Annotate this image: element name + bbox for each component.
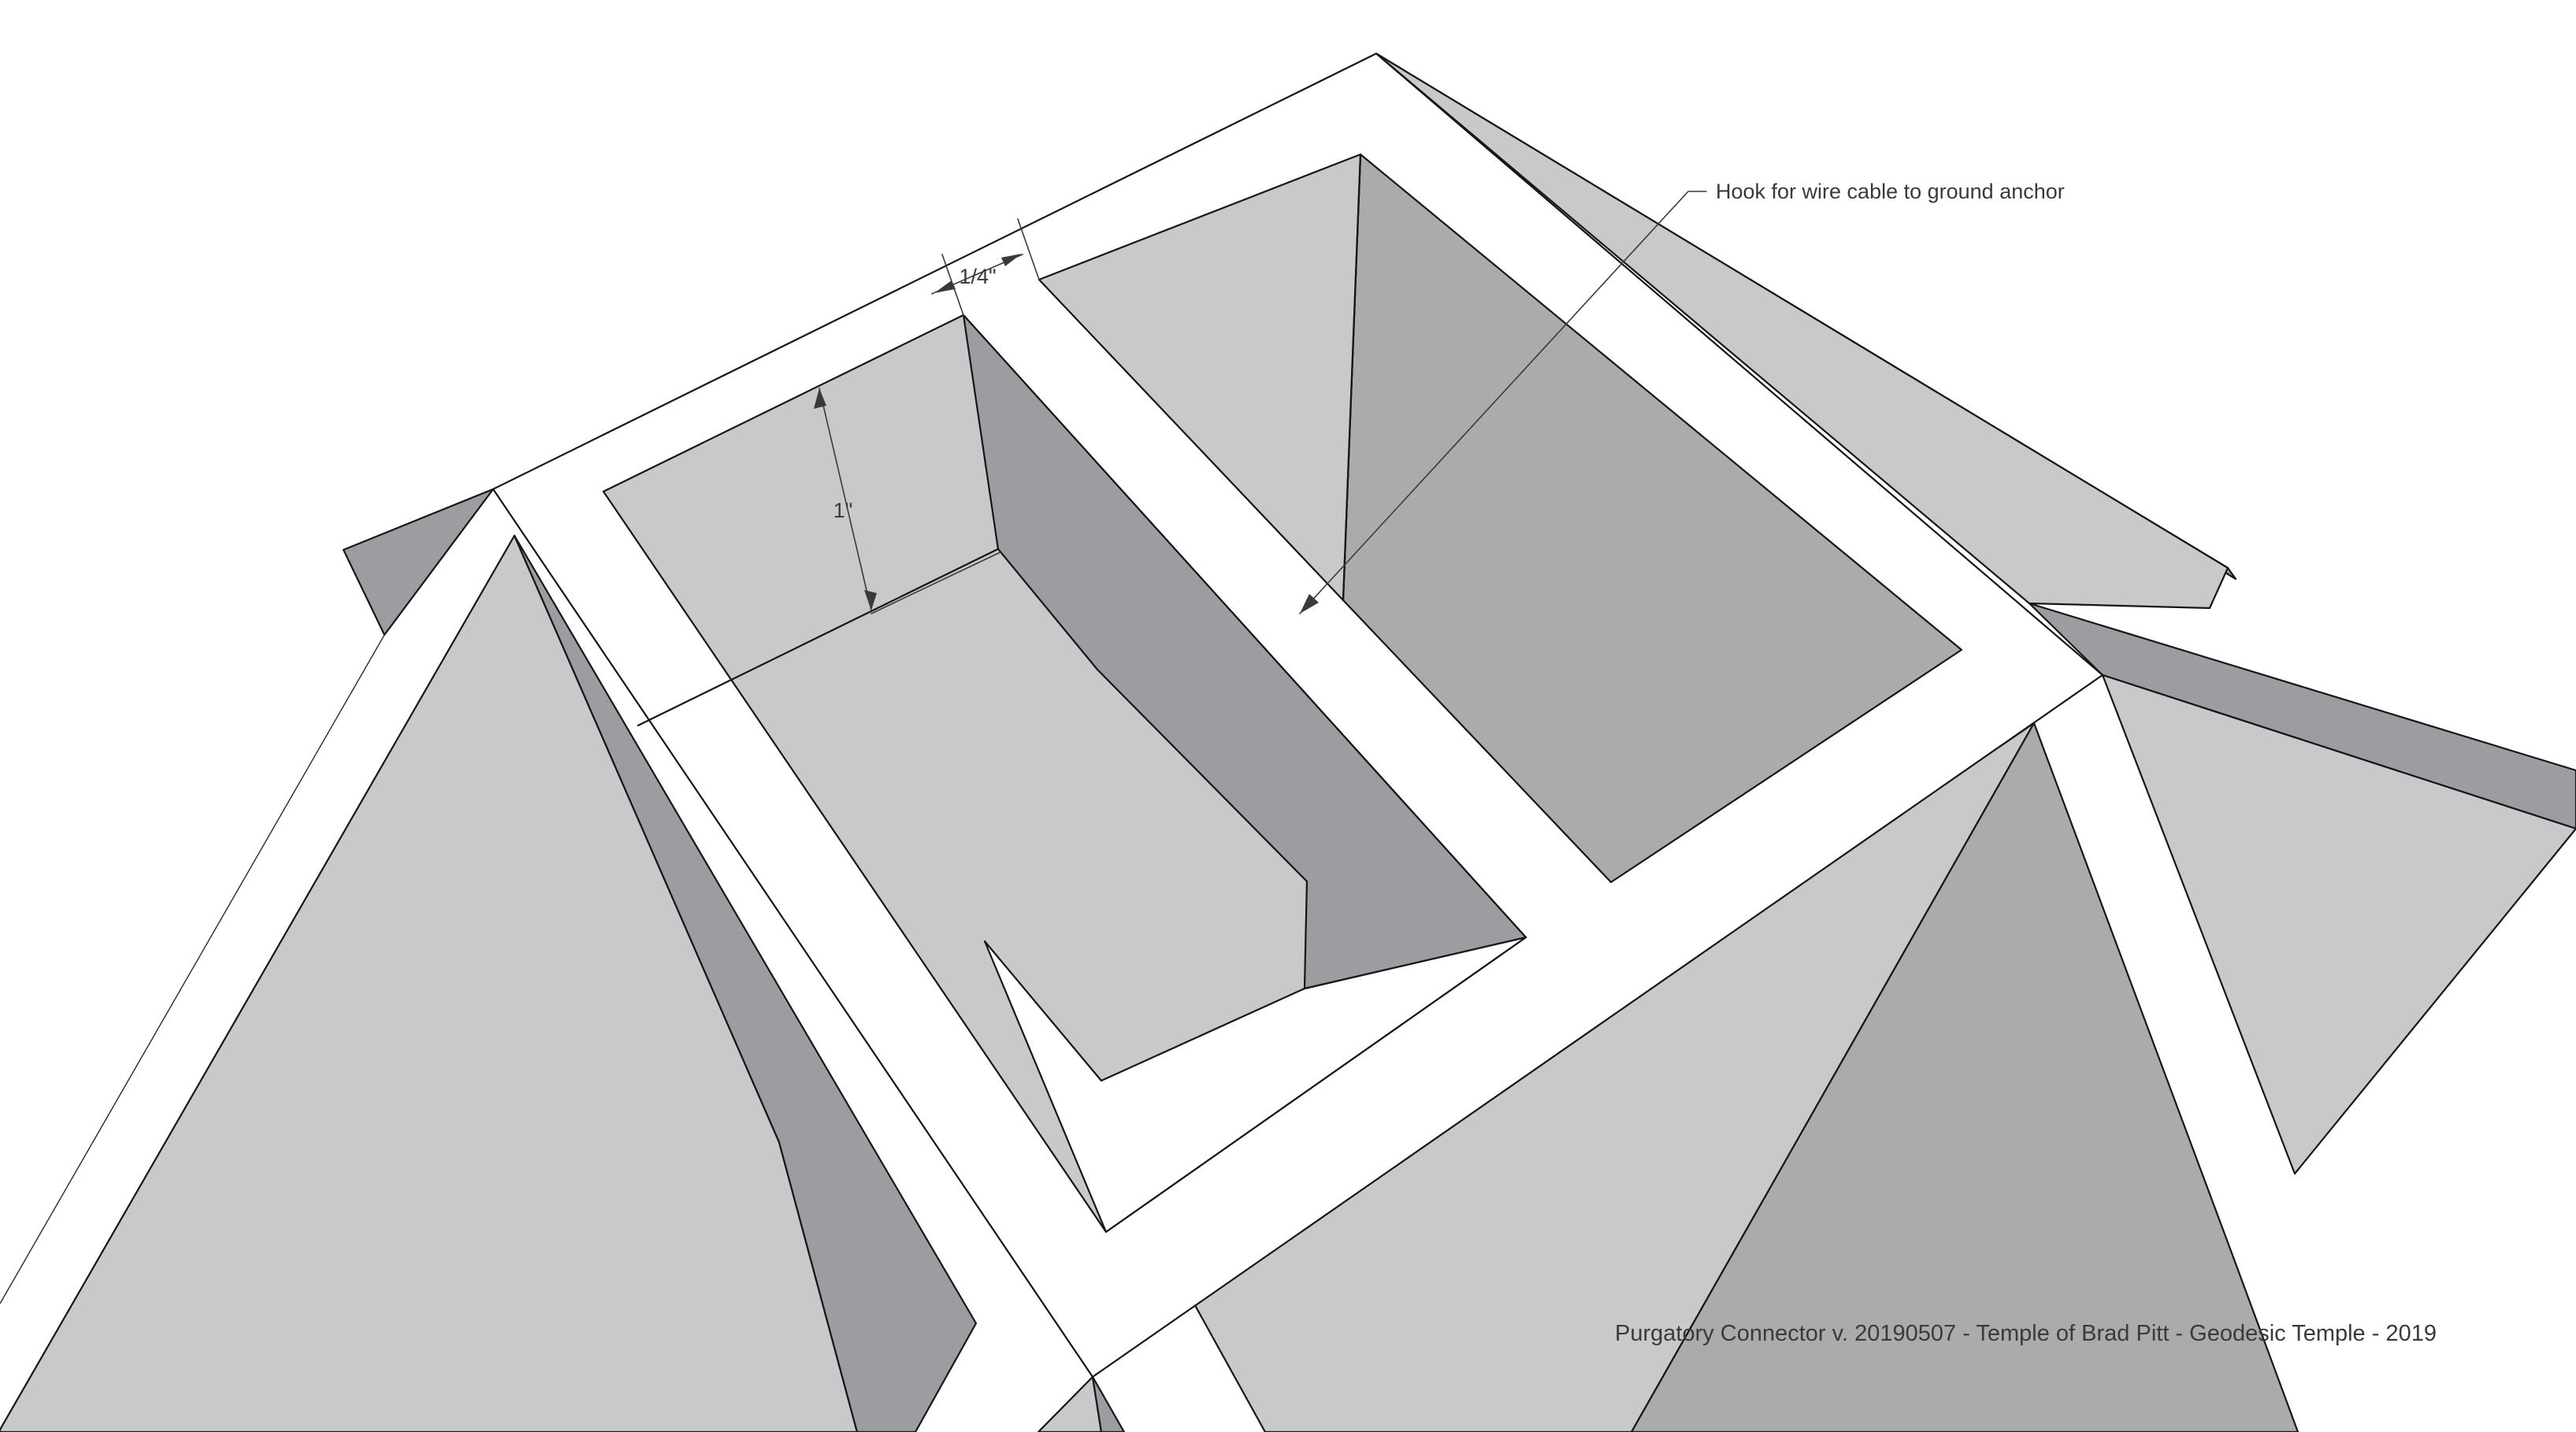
- hook-label: Hook for wire cable to ground anchor: [1716, 180, 2065, 203]
- gap-dimension-label: 1/4": [959, 265, 997, 288]
- depth-dimension-label: 1": [833, 499, 853, 522]
- drawing-caption: Purgatory Connector v. 20190507 - Temple of Brad Pitt - Geodesic Temple - 2019: [1615, 1321, 2437, 1346]
